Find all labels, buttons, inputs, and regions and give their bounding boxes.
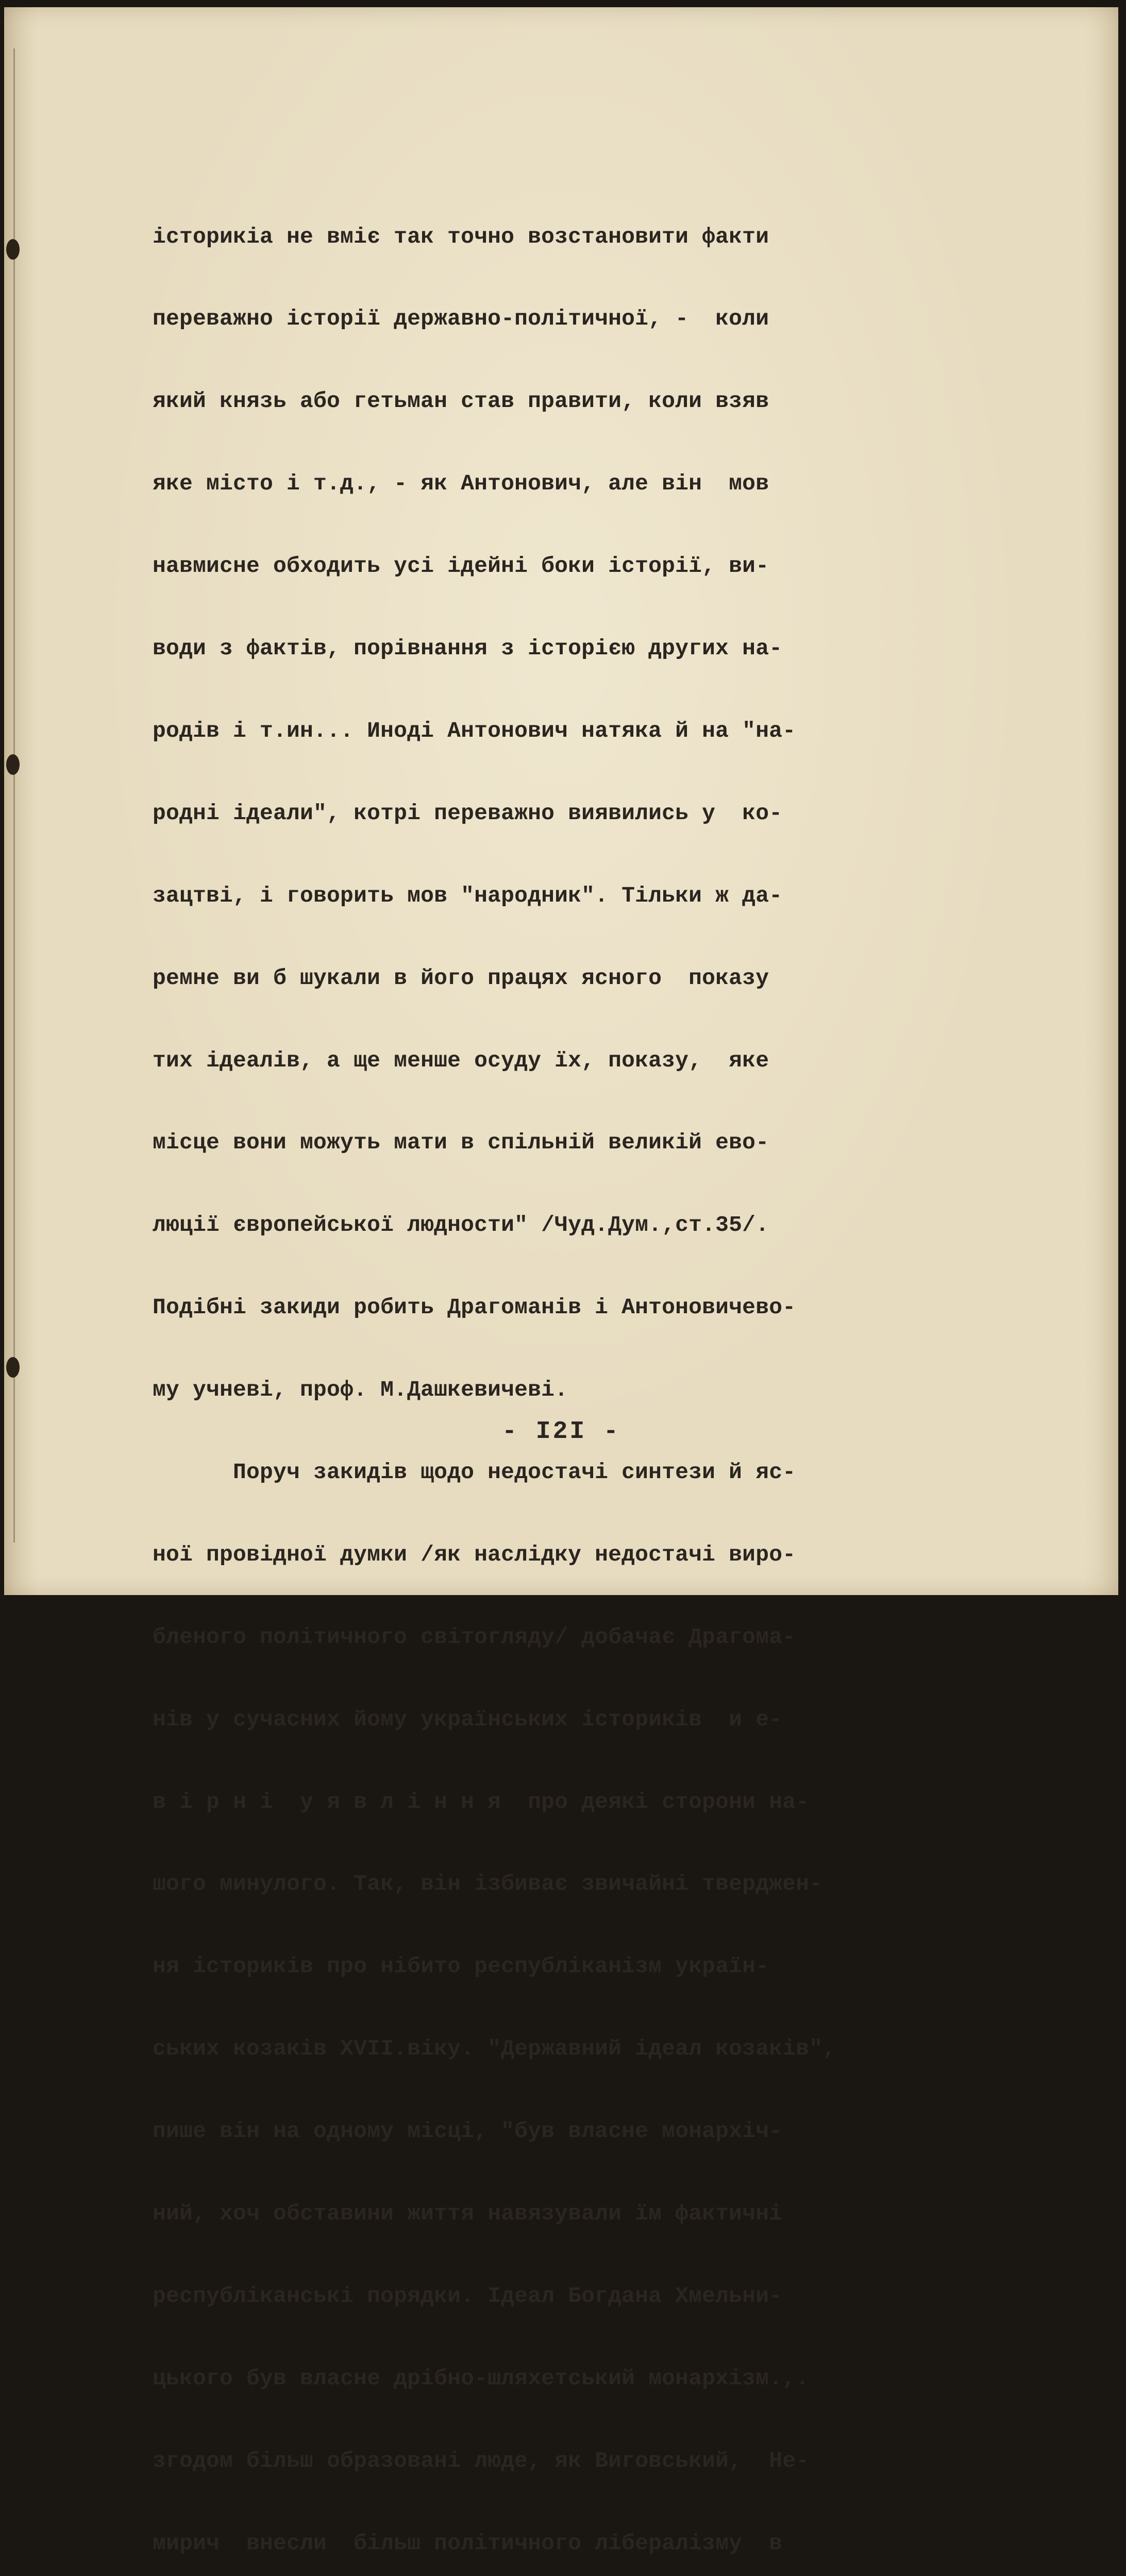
text-line: який князь або гетьман став правити, коли взяв — [153, 388, 769, 414]
text-line: переважно історії державно-політичної, - коли — [153, 306, 769, 332]
text-line: шого минулого. Так, він ізбиває звичайні тверджен- — [153, 1871, 823, 1897]
body-text — [153, 168, 1029, 2576]
text-line: згодом більш образовані люде, як Виговський, Не- — [153, 2448, 810, 2473]
text-line: бленого політичного світогляду/ добачає Драгома- — [153, 1624, 796, 1650]
binding-edge — [13, 48, 15, 1543]
page-number: - I2I - — [502, 1418, 620, 1446]
text-line: навмисне обходить усі ідейні боки історії, ви- — [153, 553, 769, 579]
text-line: нів у сучасних йому українських істориків и е- — [153, 1706, 783, 1732]
text-line: історикіа не вміє так точно возстановити факти — [153, 224, 769, 249]
text-line: води з фактів, порівнання з історією других на- — [153, 636, 783, 662]
text-line: Поруч закидів щодо недостачі синтези й яс- — [153, 1459, 796, 1485]
text-line: Подібні закиди робить Драгоманів і Антоновичево- — [153, 1295, 796, 1320]
text-line: ний, хоч обставини життя навязували їм фактичні — [153, 2200, 783, 2226]
text-line: ських козаків XVII.віку. "Державний ідеал козаків", — [153, 2036, 836, 2062]
text-line: родів і т.ин... Иноді Антонович натяка й на "на- — [153, 718, 796, 743]
text-line: тих ідеалів, а ще менше осуду їх, показу, яке — [153, 1047, 769, 1073]
punch-hole — [6, 239, 20, 260]
text-line: ремне ви б шукали в його працях ясного показу — [153, 965, 769, 991]
punch-hole — [6, 754, 20, 775]
document-page — [4, 7, 1118, 2556]
text-line: му учневі, проф. М.Дашкевичеві. — [153, 1377, 568, 1403]
text-line: зацтві, і говорить мов "народник". Тільки ж да- — [153, 883, 783, 908]
text-line: місце вони можуть мати в спільній великій ево- — [153, 1130, 769, 1156]
text-line: в і р н і у я в л і н н я про деякі сторони на- — [153, 1789, 810, 1815]
text-line: пише він на одному місці, "був власне монархіч- — [153, 2119, 783, 2144]
text-line: цького був власне дрібно-шляхетський монархізм.,. — [153, 2365, 810, 2391]
text-line: яке місто і т.д., - як Антонович, але він мов — [153, 471, 769, 497]
text-line: республіканські порядки. Ідеал Богдана Хмельни- — [153, 2283, 783, 2309]
text-line: люції європейської людности" /Чуд.Дум.,ст.35/. — [153, 1212, 769, 1238]
text-line: родні ідеали", котрі переважно виявились у ко- — [153, 800, 783, 826]
text-line: ної провідної думки /як наслідку недостачі виро- — [153, 1541, 796, 1567]
punch-hole — [6, 1357, 20, 1378]
text-line: мирич внесли більш політичного лібералізму в — [153, 2530, 783, 2556]
text-line: ня істориків про нібито республіканізм україн- — [153, 1954, 769, 1979]
